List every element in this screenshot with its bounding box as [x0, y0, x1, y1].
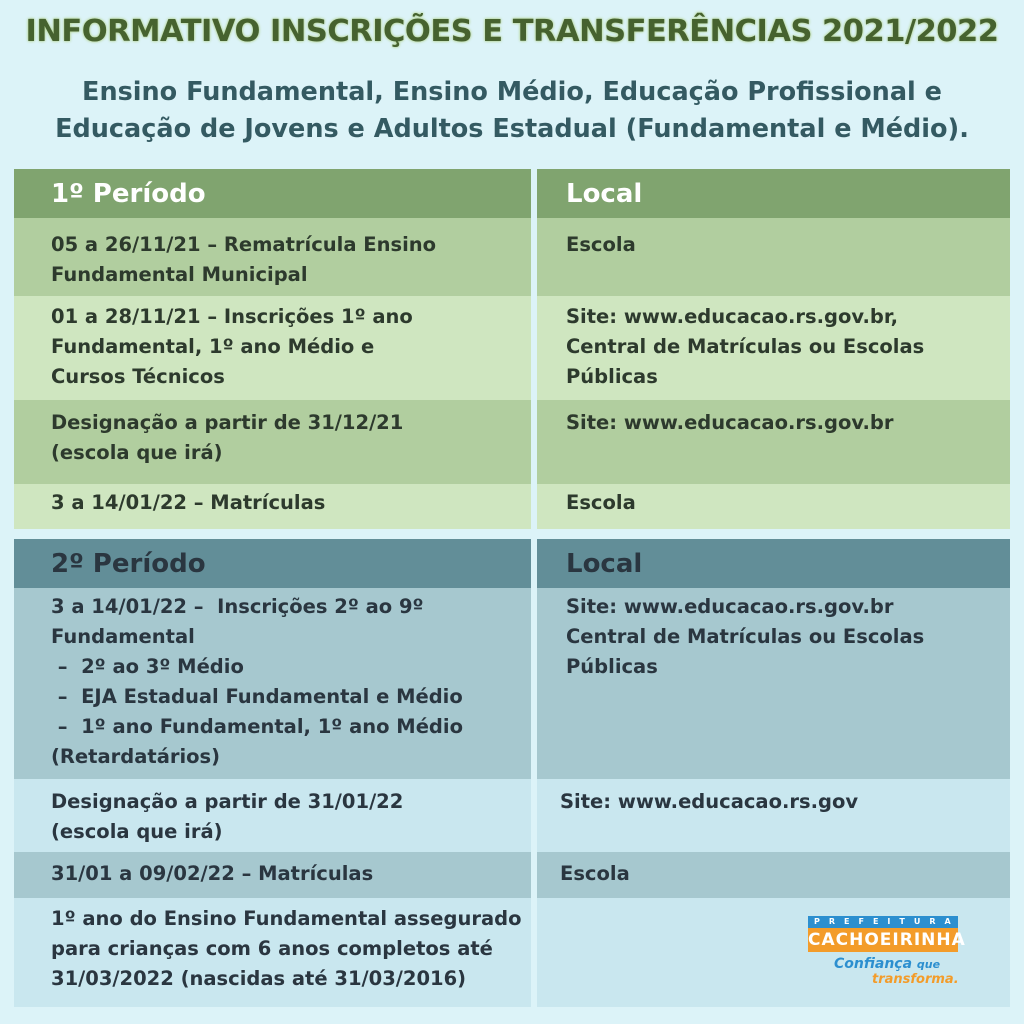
period-2-local-header: Local: [537, 539, 1010, 588]
logo-slogan-line-1: [808, 956, 958, 973]
period-2-header: 2º Período: [14, 539, 531, 588]
table-row: [14, 218, 1010, 296]
period-1-table: [14, 169, 1010, 529]
period-cell: 1º ano do Ensino Fundamental assegurado para crianças com 6 anos completos até 31/03/2022 (nascidas até 31/03/2016): [14, 898, 531, 1007]
local-cell: Escola: [537, 852, 1010, 898]
local-cell: Escola: [537, 484, 1010, 529]
local-cell: Site: www.educacao.rs.gov.br: [537, 400, 1010, 484]
local-cell: Site: www.educacao.rs.gov: [537, 779, 1010, 852]
period-1-header: 1º Período: [14, 169, 531, 218]
period-cell: 31/01 a 09/02/22 – Matrículas: [14, 852, 531, 898]
local-cell: Escola: [537, 218, 1010, 296]
logo-slogan-word: que: [916, 958, 941, 971]
logo-slogan-line-2: transforma.: [872, 972, 959, 987]
logo-prefeitura-label: PREFEITURA: [808, 916, 958, 928]
local-cell: Site: www.educacao.rs.gov.br Central de Matrículas ou Escolas Públicas: [537, 588, 1010, 779]
period-cell: 3 a 14/01/22 – Inscrições 2º ao 9º Fundamental – 2º ao 3º Médio – EJA Estadual Fundamental e Médio – 1º ano Fundamental, 1º ano Médio (Retardatários): [14, 588, 531, 779]
table-row: [14, 779, 1010, 852]
period-cell: Designação a partir de 31/12/21 (escola que irá): [14, 400, 531, 484]
period-cell: 05 a 26/11/21 – Rematrícula Ensino Fundamental Municipal: [14, 218, 531, 296]
period-cell: 3 a 14/01/22 – Matrículas: [14, 484, 531, 529]
page-title: INFORMATIVO INSCRIÇÕES E TRANSFERÊNCIAS 2021/2022: [25, 14, 999, 49]
period-cell: Designação a partir de 31/01/22 (escola que irá): [14, 779, 531, 852]
page-subtitle: Ensino Fundamental, Ensino Médio, Educação Profissional e Educação de Jovens e Adultos Estadual (Fundamental e Médio).: [55, 77, 969, 144]
local-cell: Site: www.educacao.rs.gov.br, Central de Matrículas ou Escolas Públicas: [537, 296, 1010, 400]
table-row: [14, 296, 1010, 400]
period-cell: 01 a 28/11/21 – Inscrições 1º ano Fundamental, 1º ano Médio e Cursos Técnicos: [14, 296, 531, 400]
logo-slogan-word: Confiança: [834, 956, 913, 972]
table-row: [14, 852, 1010, 898]
table-row: [14, 400, 1010, 484]
period-2-header-row: [14, 539, 1010, 588]
table-row: [14, 484, 1010, 529]
period-1-local-header: Local: [537, 169, 1010, 218]
table-row: [14, 588, 1010, 779]
period-1-header-row: [14, 169, 1010, 218]
prefeitura-cachoeirinha-logo: [808, 916, 966, 987]
logo-city-name: CACHOEIRINHA: [808, 930, 966, 950]
